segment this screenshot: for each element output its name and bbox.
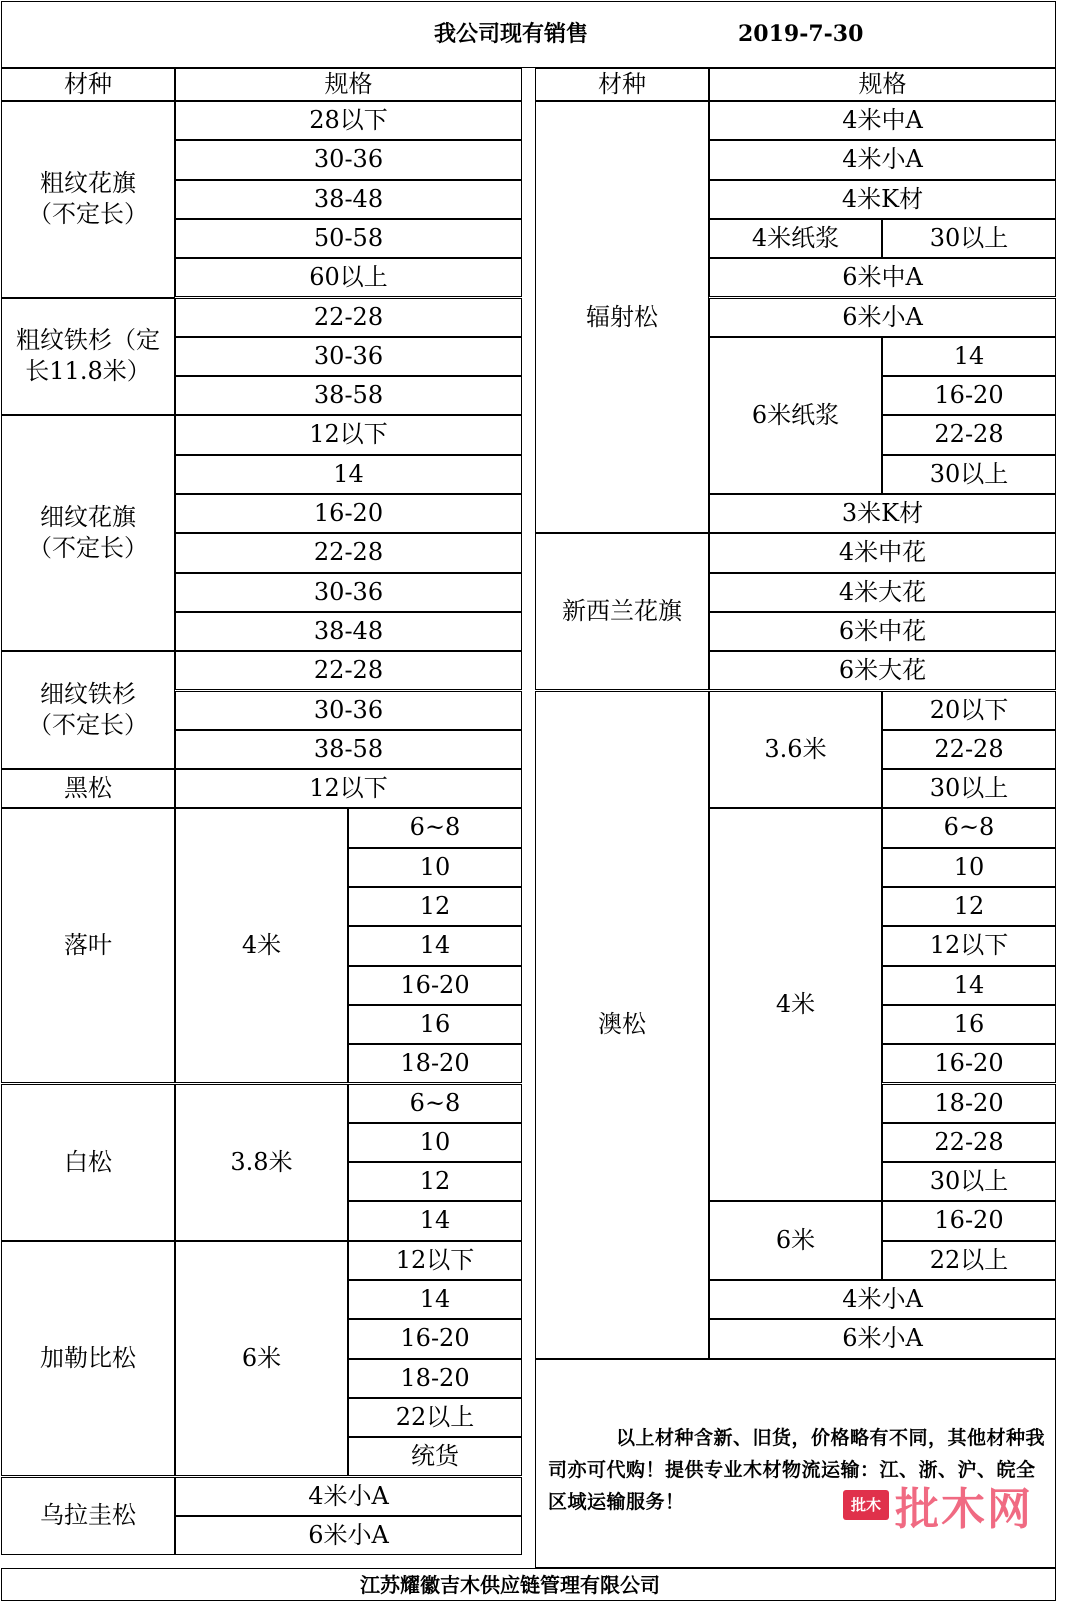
length-cell: 3.6米 bbox=[709, 691, 882, 809]
species-cell: 白松 bbox=[1, 1084, 175, 1241]
spec-cell: 统货 bbox=[348, 1437, 522, 1476]
spec-cell: 4米小A bbox=[709, 140, 1056, 179]
species-cell: 细纹花旗 （不定长） bbox=[1, 415, 175, 651]
spec-cell: 22-28 bbox=[882, 415, 1056, 454]
spec-cell: 18-20 bbox=[882, 1084, 1056, 1123]
spec-cell: 18-20 bbox=[348, 1044, 522, 1083]
species-cell: 粗纹铁杉（定 长11.8米） bbox=[1, 298, 175, 416]
spec-cell: 12以下 bbox=[175, 769, 522, 808]
spec-cell: 12 bbox=[348, 887, 522, 926]
species-cell: 乌拉圭松 bbox=[1, 1477, 175, 1556]
watermark-logo bbox=[843, 1473, 1033, 1537]
spec-cell: 6米中花 bbox=[709, 612, 1056, 651]
spec-cell: 12 bbox=[882, 887, 1056, 926]
spec-cell: 16 bbox=[882, 1005, 1056, 1044]
spec-cell: 4米中花 bbox=[709, 533, 1056, 572]
column-header-species: 材种 bbox=[535, 68, 709, 101]
note-box bbox=[535, 1359, 1056, 1568]
length-cell: 4米 bbox=[175, 808, 348, 1083]
spec-cell: 16-20 bbox=[348, 1319, 522, 1358]
column-header-spec: 规格 bbox=[175, 68, 522, 101]
spec-cell: 4米大花 bbox=[709, 573, 1056, 612]
logo-badge-icon: 批木 bbox=[843, 1490, 889, 1520]
length-cell: 6米 bbox=[709, 1201, 882, 1280]
footer-bar bbox=[1, 1568, 1056, 1601]
spec-cell: 38-48 bbox=[175, 180, 522, 219]
spec-cell: 6米小A bbox=[709, 298, 1056, 337]
spec-cell: 22-28 bbox=[175, 298, 522, 337]
spec-cell: 6米大花 bbox=[709, 651, 1056, 690]
spec-cell: 6米小A bbox=[175, 1516, 522, 1555]
spec-cell: 14 bbox=[348, 1201, 522, 1240]
spec-cell: 6米中A bbox=[709, 258, 1056, 297]
species-cell: 细纹铁杉 （不定长） bbox=[1, 651, 175, 769]
spec-cell: 28以下 bbox=[175, 101, 522, 140]
spec-cell: 30以上 bbox=[882, 219, 1056, 258]
spec-cell: 14 bbox=[882, 966, 1056, 1005]
length-cell: 6米纸浆 bbox=[709, 337, 882, 494]
species-cell: 粗纹花旗 （不定长） bbox=[1, 101, 175, 298]
spec-cell: 14 bbox=[348, 926, 522, 965]
spec-cell: 4米中A bbox=[709, 101, 1056, 140]
spec-cell: 6~8 bbox=[348, 808, 522, 847]
spec-cell: 30-36 bbox=[175, 573, 522, 612]
spec-cell: 14 bbox=[348, 1280, 522, 1319]
spec-cell: 22以上 bbox=[348, 1398, 522, 1437]
spec-cell: 4米小A bbox=[175, 1477, 522, 1516]
watermark-text: 批木网 bbox=[895, 1483, 1033, 1535]
spec-cell: 22-28 bbox=[175, 651, 522, 690]
spec-cell: 12 bbox=[348, 1162, 522, 1201]
spec-cell: 10 bbox=[882, 848, 1056, 887]
column-header-species: 材种 bbox=[1, 68, 175, 101]
spec-cell: 16-20 bbox=[882, 1044, 1056, 1083]
spec-cell: 22-28 bbox=[882, 1123, 1056, 1162]
spec-cell: 14 bbox=[175, 455, 522, 494]
page-title: 我公司现有销售 bbox=[434, 21, 589, 48]
spec-cell: 18-20 bbox=[348, 1359, 522, 1398]
spec-cell: 22-28 bbox=[882, 730, 1056, 769]
spec-cell: 22-28 bbox=[175, 533, 522, 572]
column-header-spec: 规格 bbox=[709, 68, 1056, 101]
spec-cell: 4米小A bbox=[709, 1280, 1056, 1319]
species-cell: 黑松 bbox=[1, 769, 175, 808]
company-name: 江苏耀徽吉木供应链管理有限公司 bbox=[360, 1572, 660, 1597]
spec-cell: 6米小A bbox=[709, 1319, 1056, 1358]
spec-cell: 22以上 bbox=[882, 1241, 1056, 1280]
spec-cell: 16 bbox=[348, 1005, 522, 1044]
title-bar bbox=[1, 1, 1056, 68]
length-cell: 4米纸浆 bbox=[709, 219, 882, 258]
spec-cell: 38-48 bbox=[175, 612, 522, 651]
length-cell: 4米 bbox=[709, 808, 882, 1201]
spec-cell: 30以上 bbox=[882, 1162, 1056, 1201]
spec-cell: 16-20 bbox=[175, 494, 522, 533]
species-cell: 辐射松 bbox=[535, 101, 709, 533]
spec-cell: 30-36 bbox=[175, 337, 522, 376]
species-cell: 澳松 bbox=[535, 691, 709, 1359]
length-cell: 3.8米 bbox=[175, 1084, 348, 1241]
spec-cell: 38-58 bbox=[175, 730, 522, 769]
spec-cell: 12以下 bbox=[882, 926, 1056, 965]
species-cell: 加勒比松 bbox=[1, 1241, 175, 1477]
spec-cell: 6~8 bbox=[882, 808, 1056, 847]
spec-cell: 30-36 bbox=[175, 140, 522, 179]
spec-cell: 12以下 bbox=[175, 415, 522, 454]
spec-cell: 30以上 bbox=[882, 455, 1056, 494]
spec-cell: 14 bbox=[882, 337, 1056, 376]
spec-cell: 38-58 bbox=[175, 376, 522, 415]
species-cell: 落叶 bbox=[1, 808, 175, 1083]
date-label: 2019-7-30 bbox=[738, 21, 864, 48]
spec-cell: 50-58 bbox=[175, 219, 522, 258]
spec-cell: 10 bbox=[348, 848, 522, 887]
spec-cell: 30-36 bbox=[175, 691, 522, 730]
species-cell: 新西兰花旗 bbox=[535, 533, 709, 690]
spec-cell: 60以上 bbox=[175, 258, 522, 297]
length-cell: 6米 bbox=[175, 1241, 348, 1477]
spec-cell: 6~8 bbox=[348, 1084, 522, 1123]
spec-cell: 20以下 bbox=[882, 691, 1056, 730]
note-text: 以上材种含新、旧货，价格略有不同，其他材种我司亦可代购！提供专业木材物流运输：江、浙、沪、皖全区域运输服务！ bbox=[548, 1426, 1046, 1513]
spec-cell: 3米K材 bbox=[709, 494, 1056, 533]
spec-cell: 4米K材 bbox=[709, 180, 1056, 219]
spec-cell: 16-20 bbox=[882, 376, 1056, 415]
spec-cell: 12以下 bbox=[348, 1241, 522, 1280]
spec-cell: 10 bbox=[348, 1123, 522, 1162]
spec-cell: 16-20 bbox=[348, 966, 522, 1005]
spec-cell: 30以上 bbox=[882, 769, 1056, 808]
spec-cell: 16-20 bbox=[882, 1201, 1056, 1240]
